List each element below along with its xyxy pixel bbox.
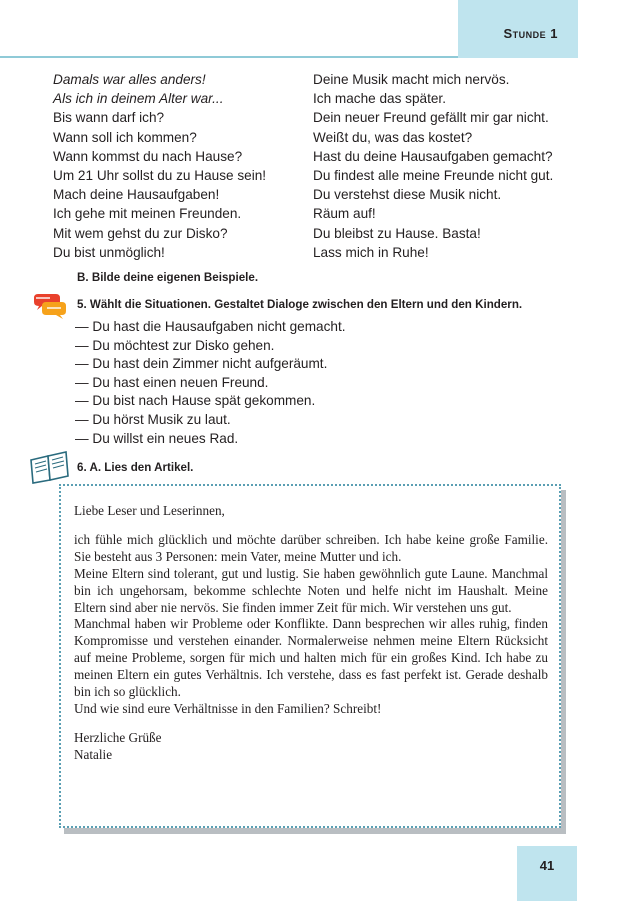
list-item: — Du hast die Hausaufgaben nicht gemacht. xyxy=(75,319,346,334)
phrase: Du verstehst diese Musik nicht. xyxy=(313,187,502,203)
article-paragraph: ich fühle mich glücklich und möchte darüber schreiben. Ich habe keine große Familie. Sie besteht aus 3 Personen: mein Vater, meine Mutter und ich. xyxy=(74,531,548,564)
phrase: Weißt du, was das kostet? xyxy=(313,129,473,145)
article-box xyxy=(59,484,561,828)
article-paragraph: Meine Eltern sind tolerant, gut und lustig. Sie haben gewöhnlich gute Laune. Manchmal bin ich ungehorsam, bekomme schlechte Noten und helfe nicht im Haushalt. Meine Eltern sind aber nie nervös. Sie finden immer Zeit für mich. Wir verstehen uns gut. xyxy=(74,565,548,615)
article-signature: Natalie xyxy=(74,746,113,762)
phrase: Hast du deine Hausaufgaben gemacht? xyxy=(313,148,553,164)
phrase: Du bist unmöglich! xyxy=(53,244,165,260)
page-title: Stunde 1 xyxy=(503,26,558,41)
phrase: Räum auf! xyxy=(313,206,376,222)
list-item: — Du möchtest zur Disko gehen. xyxy=(75,337,275,353)
list-item: — Du hast dein Zimmer nicht aufgeräumt. xyxy=(75,356,328,372)
task-6-heading: 6. A. Lies den Artikel. xyxy=(77,461,194,474)
phrase: Lass mich in Ruhe! xyxy=(313,244,429,260)
header-rule xyxy=(0,56,458,58)
article-text xyxy=(74,503,548,764)
list-item: — Du hast einen neuen Freund. xyxy=(75,374,269,390)
phrase: Ich mache das später. xyxy=(313,91,446,107)
phrase: Wann kommst du nach Hause? xyxy=(53,148,243,164)
list-item: — Du bist nach Hause spät gekommen. xyxy=(75,393,316,409)
page-number-tab xyxy=(517,846,577,901)
article-paragraph: Manchmal haben wir Probleme oder Konflikte. Dann besprechen wir alles ruhig, finden Kompromisse und verstehen einander. Normalerweise nehmen meine Eltern Rücksicht auf meine Probleme, sorgen für mich und halten mich für ein großes Kind. Ich habe zu meinen Eltern ein gutes Verhältnis. Ich verstehe, dass es fast perfekt ist. Gerade deshalb bin ich so glücklich. xyxy=(74,616,548,700)
list-item: — Du willst ein neues Rad. xyxy=(75,430,239,446)
article-paragraph: Und wie sind eure Verhältnisse in den Familien? Schreibt! xyxy=(74,700,382,716)
phrase: Du findest alle meine Freunde nicht gut. xyxy=(313,168,554,184)
task-5-heading: 5. Wählt die Situationen. Gestaltet Dialoge zwischen den Eltern und den Kindern. xyxy=(77,298,523,311)
phrase: Wann soll ich kommen? xyxy=(53,129,197,145)
phrase: Mit wem gehst du zur Disko? xyxy=(53,225,228,241)
list-item: — Du hörst Musik zu laut. xyxy=(75,411,231,427)
phrases-left-column xyxy=(53,70,303,262)
phrase: Bis wann darf ich? xyxy=(53,110,165,126)
phrase: Um 21 Uhr sollst du zu Hause sein! xyxy=(53,168,267,184)
phrase: Mach deine Hausaufgaben! xyxy=(53,187,220,203)
book-icon xyxy=(28,450,70,484)
page-number: 41 xyxy=(539,858,555,873)
speech-bubbles-icon xyxy=(32,290,68,320)
phrase: Deine Musik macht mich nervös. xyxy=(313,72,510,87)
phrase: Du bleibst zu Hause. Basta! xyxy=(313,225,481,241)
phrases-right-column xyxy=(313,70,583,262)
situations-list xyxy=(75,318,346,448)
phrase: Als ich in deinem Alter war... xyxy=(53,91,224,107)
phrase: Damals war alles anders! xyxy=(53,72,206,87)
phrase: Ich gehe mit meinen Freunden. xyxy=(53,206,242,222)
phrase: Dein neuer Freund gefällt mir gar nicht. xyxy=(313,110,549,126)
header-tab xyxy=(458,0,578,58)
article-greeting: Liebe Leser und Leserinnen, xyxy=(74,503,225,518)
article-closing: Herzliche Grüße xyxy=(74,729,162,745)
task-b-heading: B. Bilde deine eigenen Beispiele. xyxy=(77,271,259,284)
